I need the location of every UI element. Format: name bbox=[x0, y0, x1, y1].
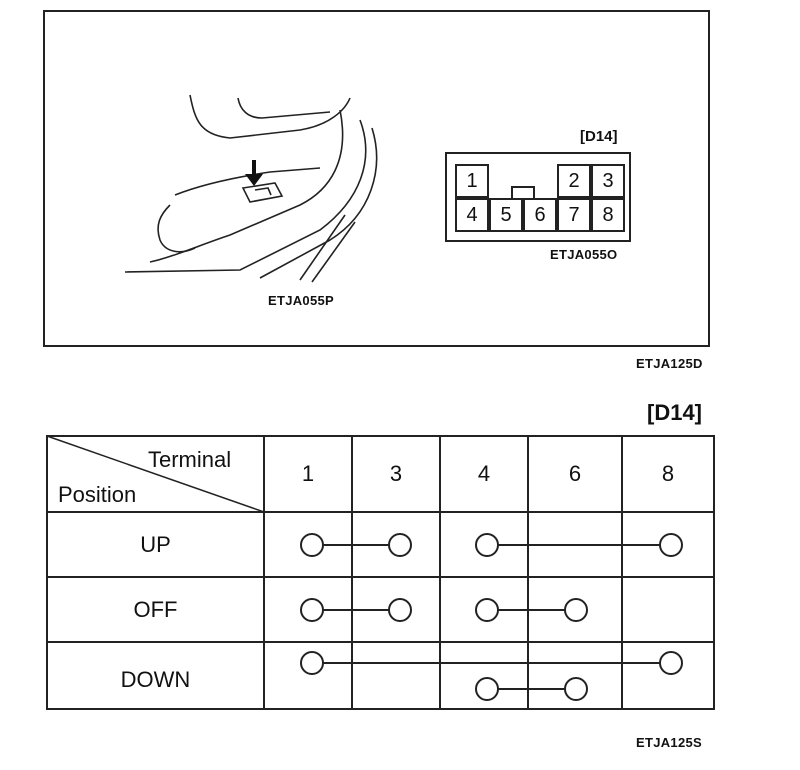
table-connector-label: [D14] bbox=[647, 400, 703, 425]
continuity-node bbox=[476, 678, 498, 700]
position-off: OFF bbox=[133, 596, 178, 622]
position-down: DOWN bbox=[120, 666, 191, 692]
pin-2: 2 bbox=[557, 164, 591, 198]
pin-4: 4 bbox=[455, 198, 489, 232]
terminal-header-6: 6 bbox=[568, 461, 582, 486]
continuity-node bbox=[660, 534, 682, 556]
header-position: Position bbox=[58, 482, 137, 507]
pin-5: 5 bbox=[489, 198, 523, 232]
continuity-node bbox=[389, 599, 411, 621]
illustration-code: ETJA055P bbox=[268, 293, 334, 308]
continuity-node bbox=[660, 652, 682, 674]
terminal-header-3: 3 bbox=[389, 461, 403, 486]
connector-code: ETJA055O bbox=[550, 247, 618, 262]
pin-8: 8 bbox=[591, 198, 625, 232]
continuity-node bbox=[565, 599, 587, 621]
terminal-header-4: 4 bbox=[477, 461, 491, 486]
continuity-node bbox=[301, 599, 323, 621]
position-up: UP bbox=[140, 531, 171, 557]
continuity-marks bbox=[301, 534, 682, 700]
continuity-node bbox=[301, 534, 323, 556]
continuity-node bbox=[476, 599, 498, 621]
pin-1: 1 bbox=[455, 164, 489, 198]
pin-6: 6 bbox=[523, 198, 557, 232]
continuity-node bbox=[389, 534, 411, 556]
header-terminal: Terminal bbox=[148, 447, 232, 472]
continuity-node bbox=[301, 652, 323, 674]
terminal-header-8: 8 bbox=[661, 461, 675, 486]
terminal-header-1: 1 bbox=[301, 461, 315, 486]
pin-7: 7 bbox=[557, 198, 591, 232]
continuity-node bbox=[476, 534, 498, 556]
continuity-node bbox=[565, 678, 587, 700]
pin-3: 3 bbox=[591, 164, 625, 198]
connector-label: [D14] bbox=[580, 128, 618, 145]
top-figure-code: ETJA125D bbox=[636, 356, 703, 371]
bottom-figure-code: ETJA125S bbox=[636, 735, 702, 750]
